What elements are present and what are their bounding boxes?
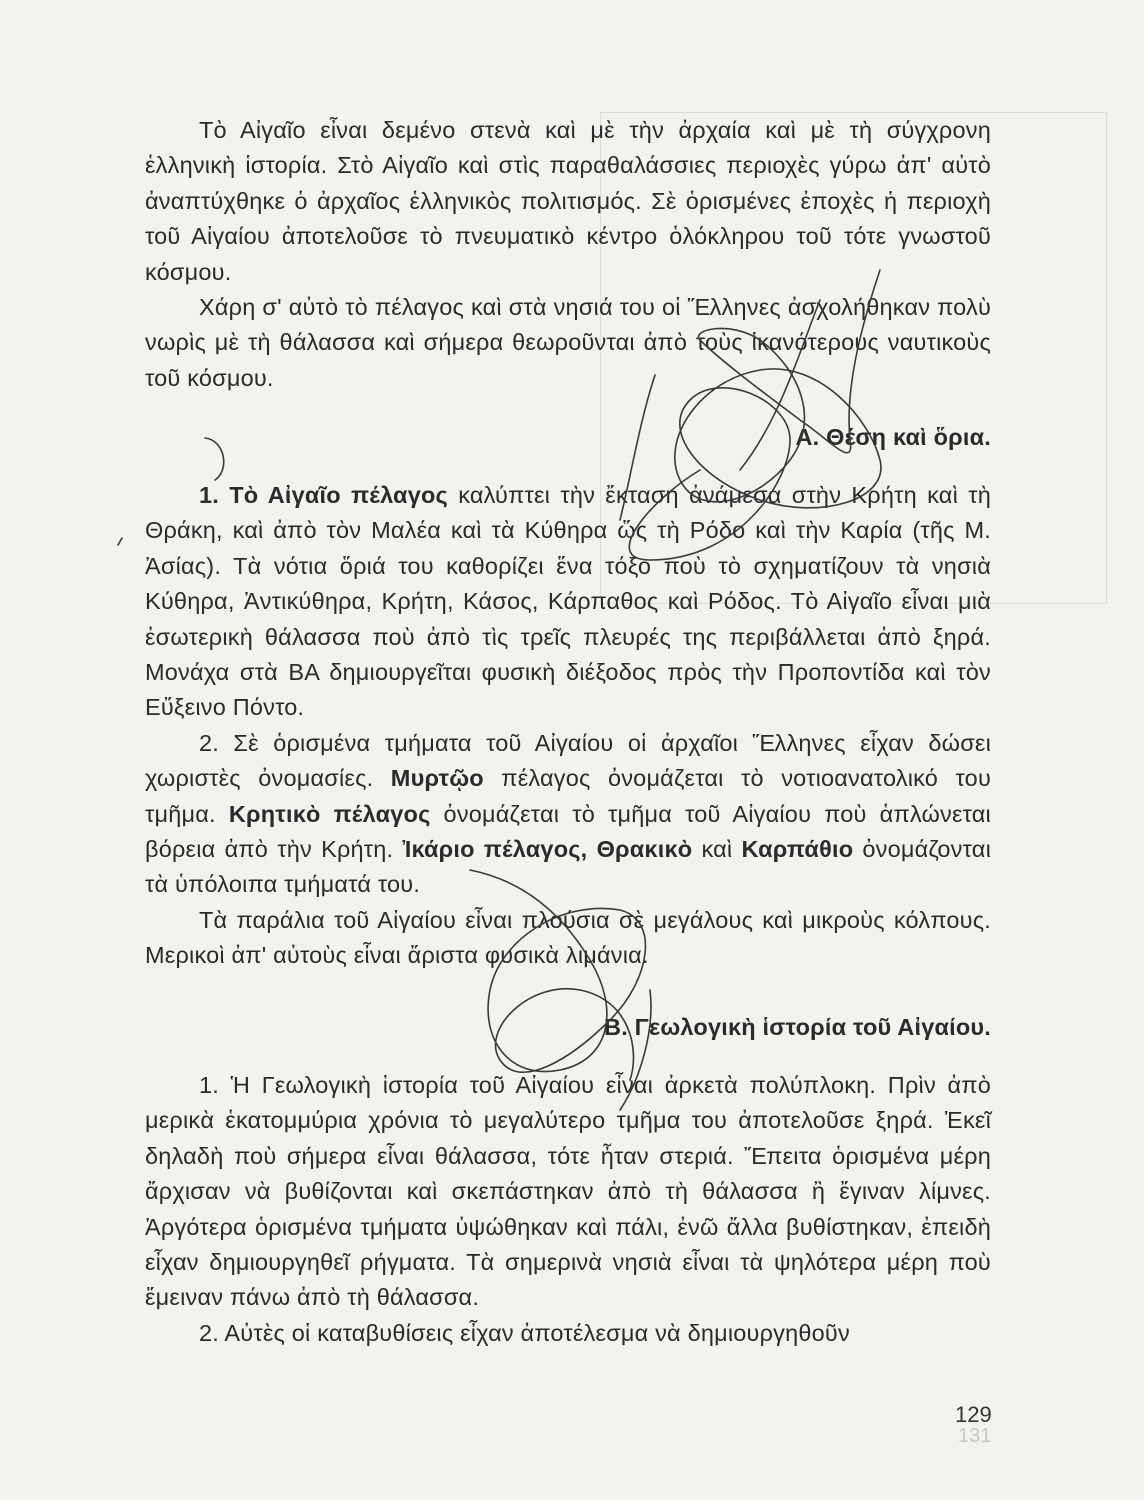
page-number: 129 bbox=[955, 1402, 992, 1427]
intro-paragraph-2: Χάρη σ' αὐτὸ τὸ πέλαγος καὶ στὰ νησιά του οἱ Ἕλληνες ἀσχολήθηκαν πολὺ νωρὶς μὲ τὴ θάλασσα καὶ σήμερα θεωροῦνται ἀπὸ τοὺς ἱκανότερους ναυτικοὺς τοῦ κόσμου. bbox=[145, 294, 991, 391]
icarian-thracian-term: Ἰκάριο πέλαγος, Θρακικὸ bbox=[402, 836, 693, 863]
myrtoan-sea-term: Μυρτῷο bbox=[390, 765, 484, 792]
cretan-sea-term: Κρητικὸ πέλαγος bbox=[228, 800, 431, 827]
section-a-paragraph-3: Τὰ παράλια τοῦ Αἰγαίου εἶναι πλούσια σὲ μεγάλους καὶ μικροὺς κόλπους. Μερικοὶ ἀπ' αὐτοὺς εἶναι ἄριστα φυσικὰ λιμάνια. bbox=[145, 906, 991, 969]
intro-text bbox=[145, 113, 991, 396]
section-a-paragraph-1-body: καλύπτει τὴν ἔκταση ἀνάμεσα στὴν Κρήτη καὶ τὴ Θράκη, καὶ ἀπὸ τὸν Μαλέα καὶ τὰ Κύθηρα ὥς τὴ Ρόδο καὶ τὴν Καρία (τῆς Μ. Ἀσίας). Τὰ νότια ὅριά του καθορίζει ἕνα τόξο ποὺ τὸ σχηματίζουν τὰ νησιὰ Κύθηρα, Ἀντικύθηρα, Κρήτη, Κάσος, Κάρπαθος καὶ Ρόδος. Τὸ Αἰγαῖο εἶναι μιὰ ἐσωτερικὴ θάλασσα ποὺ ἀπὸ τὶς τρεῖς πλευρές της περιβάλλεται ἀπὸ ξηρά. Μονάχα στὰ ΒΑ δημιουργεῖται φυσικὴ διέξοδος πρὸς τὴν Προποντίδα καὶ τὸν Εὔξεινο Πόντο. bbox=[145, 482, 991, 721]
bleed-through-page-number: 131 bbox=[958, 1425, 992, 1447]
text-run: πέλαγος ὀνομάζεται τὸ νοτιοανατολικό του τμῆμα. bbox=[145, 765, 991, 827]
intro-paragraph-1: Τὸ Αἰγαῖο εἶναι δεμένο στενὰ καὶ μὲ τὴν ἀρχαία καὶ μὲ τὴ σύγχρονη ἑλληνικὴ ἱστορία. Στὸ Αἰγαῖο καὶ στὶς παραθαλάσσιες περιοχὲς γύρω ἀπ' αὐτὸ ἀναπτύχθηκε ὁ ἀρχαῖος ἑλληνικὸς πολιτισμός. Σὲ ὁρισμένες ἐποχὲς ἡ περιοχὴ τοῦ Αἰγαίου ἀποτελοῦσε τὸ πνευματικὸ κέντρο ὁλόκληρου τοῦ τότε γνωστοῦ κόσμου. bbox=[145, 117, 991, 285]
section-a-heading: Α. Θέση καὶ ὅρια. bbox=[795, 424, 991, 450]
section-a-paragraph-1 bbox=[145, 478, 991, 726]
section-b-heading: Β. Γεωλογικὴ ἱστορία τοῦ Αἰγαίου. bbox=[604, 1014, 991, 1040]
section-b-paragraph-2: 2. Αὐτὲς οἱ καταβυθίσεις εἶχαν ἀποτέλεσμα νὰ δημιουργηθοῦν bbox=[199, 1319, 850, 1346]
section-b-text bbox=[145, 1068, 991, 1351]
section-a-paragraph-2 bbox=[145, 726, 991, 903]
section-a-text bbox=[145, 478, 991, 974]
text-run: ὀνομάζεται τὸ τμῆμα τοῦ Αἰγαίου ποὺ ἁπλώνεται βόρεια ἀπὸ τὴν Κρήτη. bbox=[145, 800, 991, 863]
carpathian-term: Καρπάθιο bbox=[741, 836, 854, 863]
section-b-paragraph-1: 1. Ἡ Γεωλογικὴ ἱστορία τοῦ Αἰγαίου εἶναι ἀρκετὰ πολύπλοκη. Πρὶν ἀπὸ μερικὰ ἑκατομμύρια χρόνια τὸ μεγαλύτερο τμῆμα του ἀποτελοῦσε ξηρά. Ἐκεῖ δηλαδὴ ποὺ σήμερα εἶναι θάλασσα, τότε ἦταν στεριά. Ἔπειτα ὁρισμένα μέρη ἄρχισαν νὰ βυθίζονται καὶ σκεπάστηκαν ἀπὸ τὴ θάλασσα ἢ ἔγιναν λίμνες. Ἀργότερα ὁρισμένα τμήματα ὑψώθηκαν καὶ πάλι, ἐνῶ ἄλλα βυθίστηκαν, ἐπειδὴ εἶχαν δημιουργηθεῖ ρήγματα. Τὰ σημερινὰ νησιὰ εἶναι τὰ ψηλότερα μέρη ποὺ ἔμειναν πάνω ἀπὸ τὴ θάλασσα. bbox=[145, 1072, 991, 1311]
text-run: καὶ bbox=[692, 836, 742, 863]
text-run: ὀνομάζονται τὰ ὑπόλοιπα τμήματά του. bbox=[145, 836, 991, 898]
aegean-sea-term: 1. Τὸ Αἰγαῖο πέλαγος bbox=[199, 482, 448, 508]
text-run: 2. Σὲ ὁρισμένα τμήματα τοῦ Αἰγαίου οἱ ἀρχαῖοι Ἕλληνες εἶχαν δώσει χωριστὲς ὀνομασίες. bbox=[145, 729, 991, 792]
